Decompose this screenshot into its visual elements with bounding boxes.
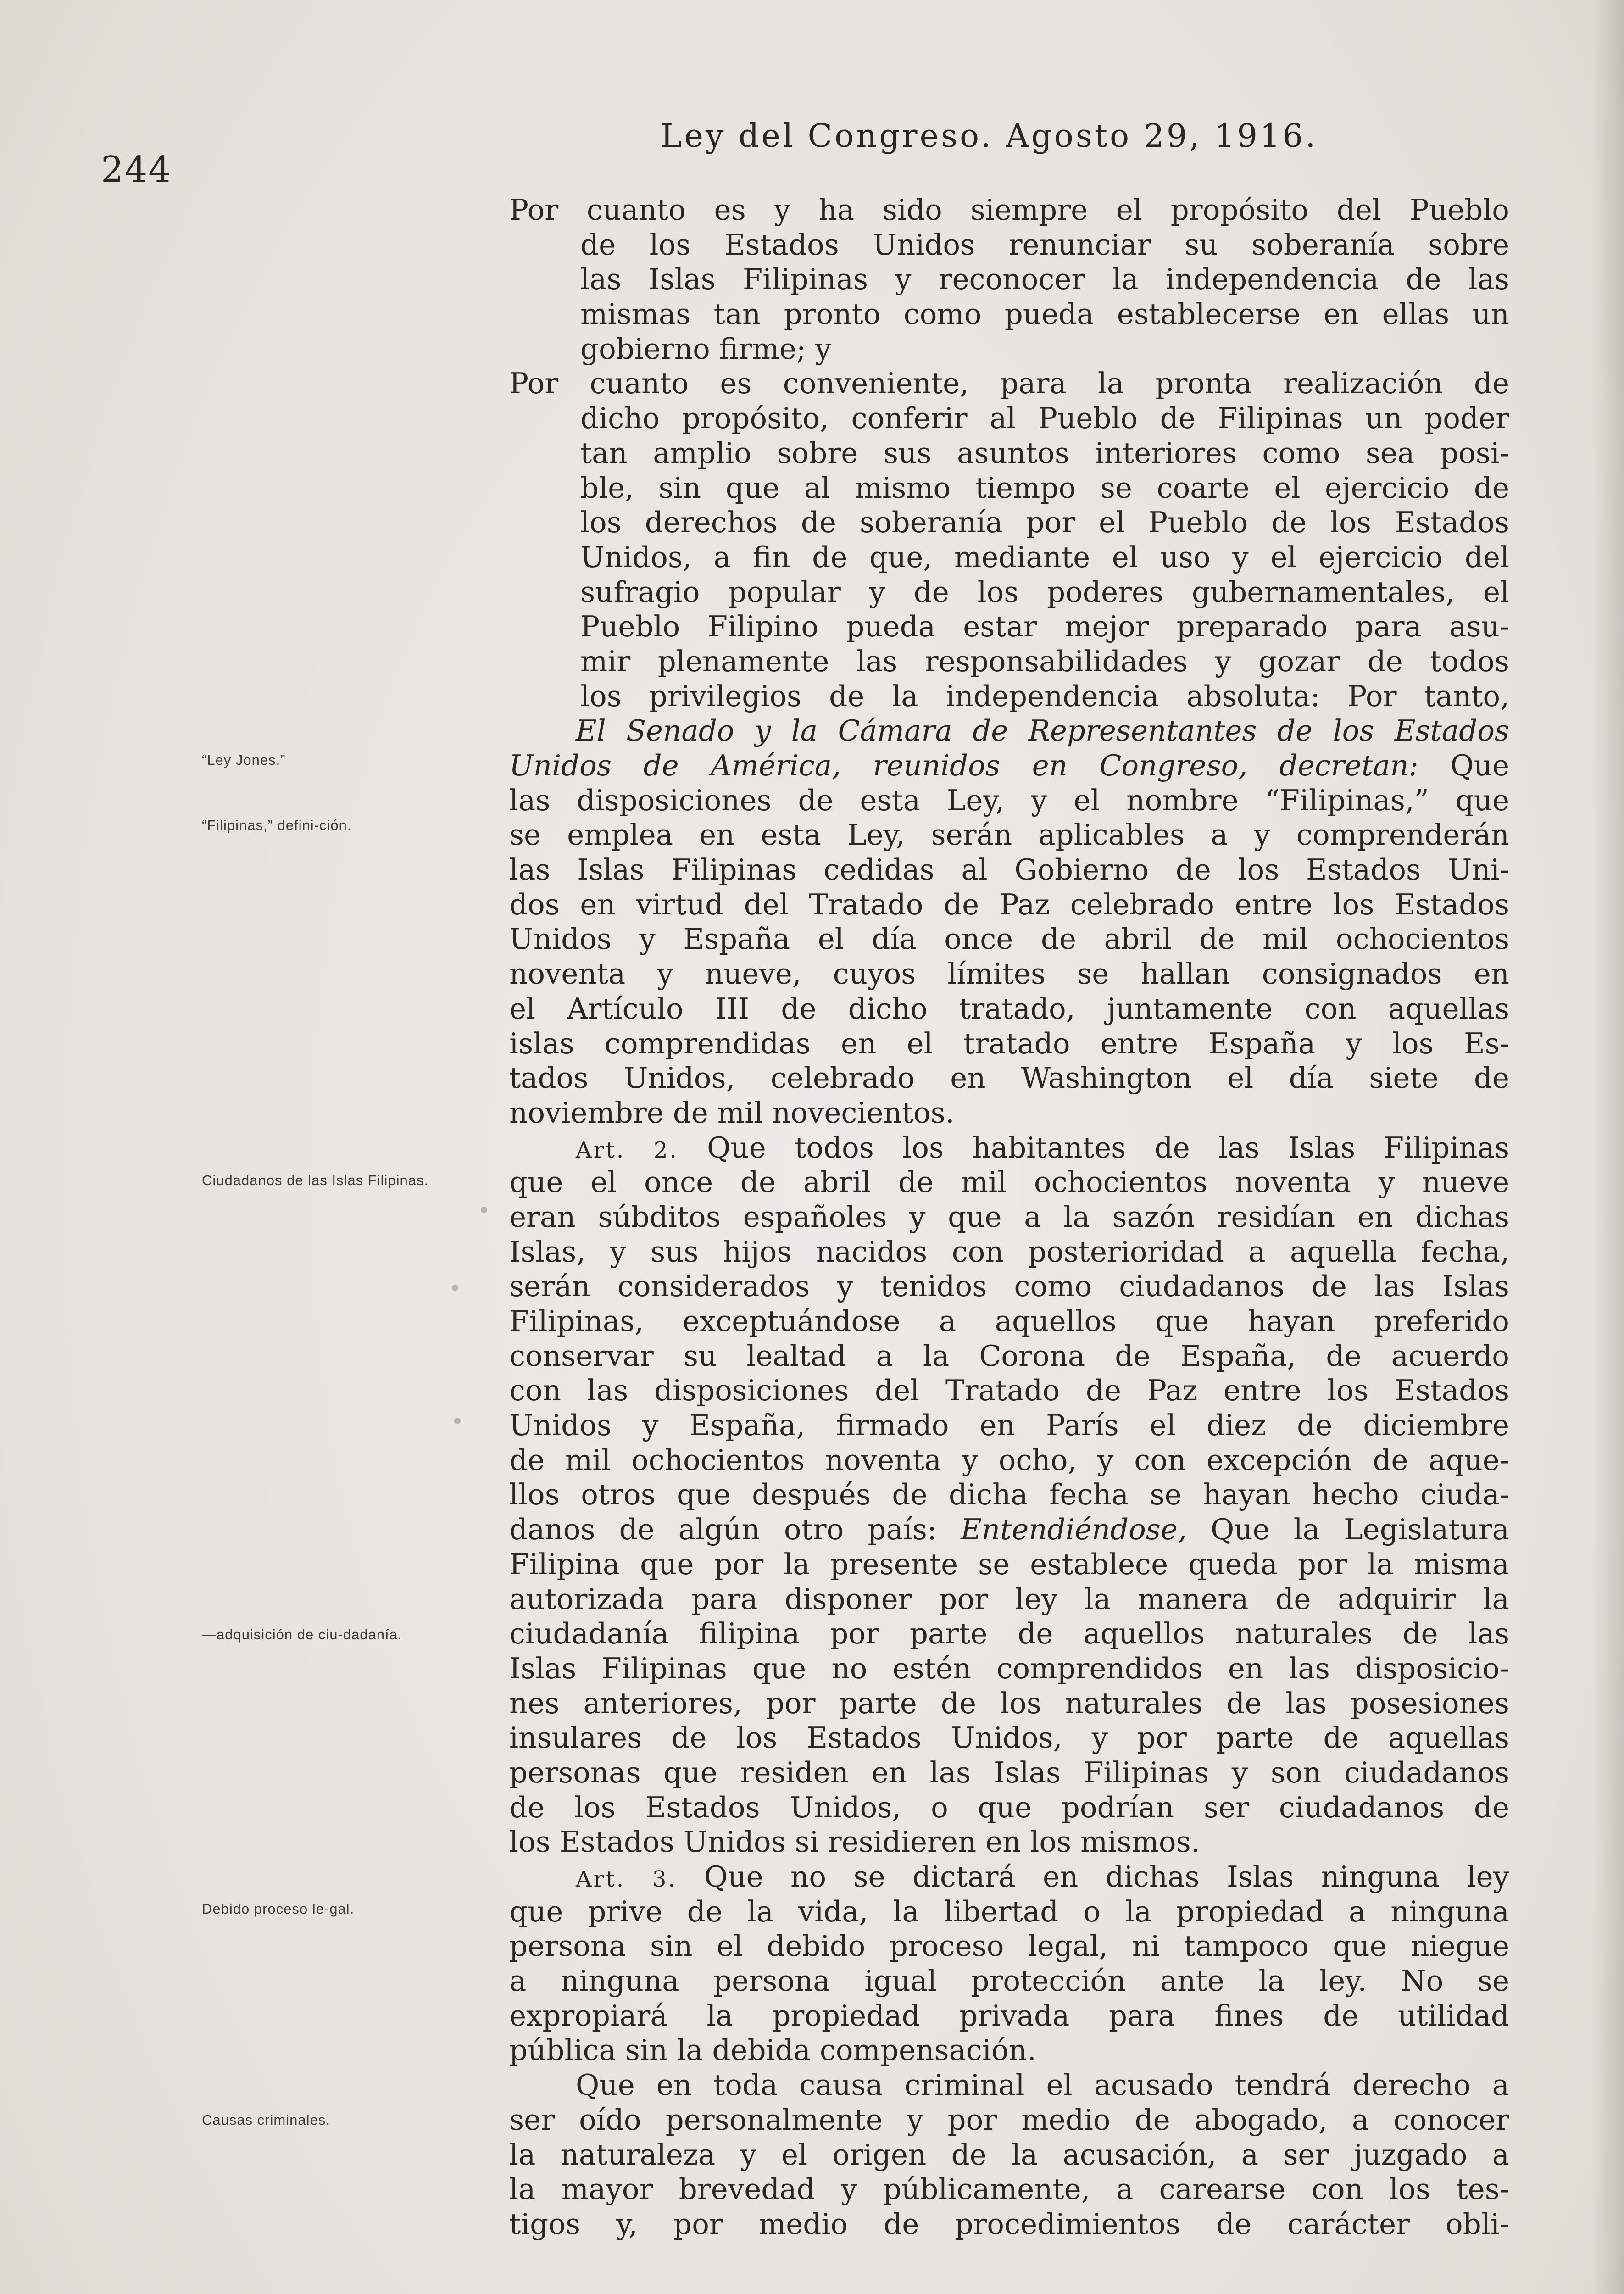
text-line-article-2 xyxy=(509,1130,1509,1165)
text-line: insulares de los Estados Unidos, y por parte de aquellas xyxy=(509,1721,1509,1755)
text-line: Unidos y España, firmado en París el diez de diciembre xyxy=(509,1409,1509,1442)
text-line xyxy=(509,1512,1509,1547)
text-line: tigos y, por medio de procedimientos de carácter obli- xyxy=(509,2207,1509,2241)
text-line: persona sin el debido proceso legal, ni tampoco que niegue xyxy=(509,1929,1509,1963)
text-line: la mayor brevedad y públicamente, a carearse con los tes- xyxy=(509,2172,1509,2206)
text-line: Que en toda causa criminal el acusado tendrá derecho a xyxy=(576,2068,1509,2102)
text-line: serán considerados y tenidos como ciudadanos de las Islas xyxy=(509,1269,1509,1303)
text-line xyxy=(509,748,1509,783)
text-line: gobierno firme; y xyxy=(580,332,832,366)
text-line: de los Estados Unidos renunciar su soberanía sobre xyxy=(580,228,1509,262)
margin-note-filipinas-definicion: “Filipinas,” defini-ción. xyxy=(202,817,352,833)
margin-note-ciudadanos: Ciudadanos de las Islas Filipinas. xyxy=(202,1172,429,1188)
text-line: ciudadanía filipina por parte de aquellos naturales de las xyxy=(509,1617,1509,1651)
text-line: llos otros que después de dicha fecha se hayan hecho ciuda- xyxy=(509,1478,1509,1512)
body-text xyxy=(509,193,1509,2242)
text-line: Filipinas, exceptuándose a aquellos que hayan preferido xyxy=(509,1304,1509,1338)
text-line: autorizada para disponer por ley la manera de adquirir la xyxy=(509,1582,1509,1616)
text-line: ble, sin que al mismo tiempo se coarte el ejercicio de xyxy=(580,471,1509,505)
running-head: Ley del Congreso. Agosto 29, 1916. xyxy=(661,117,1318,155)
text-line: el Artículo III de dicho tratado, juntamente con aquellas xyxy=(509,991,1509,1025)
text-line: de los Estados Unidos, o que podrían ser ciudadanos de xyxy=(509,1790,1509,1824)
text-line: eran súbditos españoles y que a la sazón residían en dichas xyxy=(509,1200,1509,1234)
text-line: a ninguna persona igual protección ante la ley. No se xyxy=(509,1964,1509,1998)
text-line: se emplea en esta Ley, serán aplicables a y comprenderán xyxy=(509,818,1509,852)
text-line: pública sin la debida compensación. xyxy=(509,2033,1036,2067)
ink-speck xyxy=(454,1418,461,1424)
ink-speck xyxy=(452,1285,458,1291)
text-line: los Estados Unidos si residieren en los mismos. xyxy=(509,1825,1200,1859)
text-line: expropiará la propiedad privada para fines de utilidad xyxy=(509,1999,1509,2032)
text-line: conservar su lealtad a la Corona de España, de acuerdo xyxy=(509,1339,1509,1373)
margin-note-ley-jones: “Ley Jones.” xyxy=(202,752,286,768)
text-line: Por cuanto es y ha sido siempre el propósito del Pueblo xyxy=(509,193,1509,227)
text-run: Que la Legislatura xyxy=(1210,1513,1509,1547)
text-line: dos en virtud del Tratado de Paz celebrado entre los Estados xyxy=(509,887,1509,921)
text-line: Unidos, a fin de que, mediante el uso y el ejercicio del xyxy=(580,540,1509,574)
text-line: la naturaleza y el origen de la acusación, a ser juzgado a xyxy=(509,2138,1509,2172)
article-label: Art. 3. xyxy=(576,1866,677,1892)
text-line: Filipina que por la presente se establece queda por la misma xyxy=(509,1547,1509,1581)
page-edge-shadow xyxy=(1592,0,1624,2294)
text-line: los derechos de soberanía por el Pueblo de los Estados xyxy=(580,506,1509,540)
text-line: noventa y nueve, cuyos límites se hallan consignados en xyxy=(509,957,1509,991)
ink-speck xyxy=(481,1207,487,1213)
text-line: las disposiciones de esta Ley, y el nombre “Filipinas,” que xyxy=(509,783,1509,817)
text-line: Islas, y sus hijos nacidos con posterioridad a aquella fecha, xyxy=(509,1235,1509,1269)
text-line: mir plenamente las responsabilidades y gozar de todos xyxy=(580,644,1509,678)
proviso-italic: Entendiéndose, xyxy=(961,1513,1187,1547)
text-line: tados Unidos, celebrado en Washington el día siete de xyxy=(509,1061,1509,1095)
text-line: las Islas Filipinas cedidas al Gobierno de los Estados Uni- xyxy=(509,853,1509,887)
text-line: con las disposiciones del Tratado de Paz entre los Estados xyxy=(509,1374,1509,1408)
page-number: 244 xyxy=(101,149,172,190)
text-line: personas que residen en las Islas Filipinas y son ciudadanos xyxy=(509,1755,1509,1789)
margin-note-debido-proceso: Debido proceso le-gal. xyxy=(202,1901,355,1917)
text-line: islas comprendidas en el tratado entre España y los Es- xyxy=(509,1026,1509,1060)
text-line: sufragio popular y de los poderes gubernamentales, el xyxy=(580,575,1509,609)
text-line: las Islas Filipinas y reconocer la independencia de las xyxy=(580,262,1509,296)
enacting-clause-italic: Unidos de América, reunidos en Congreso, decretan: xyxy=(509,749,1418,782)
text-line: que prive de la vida, la libertad o la propiedad a ninguna xyxy=(509,1894,1509,1928)
article-label: Art. 2. xyxy=(576,1137,679,1163)
margin-note-causas-criminales: Causas criminales. xyxy=(202,2112,330,2128)
text-line: los privilegios de la independencia absoluta: Por tanto, xyxy=(580,679,1509,713)
text-line: de mil ochocientos noventa y ocho, y con excepción de aque- xyxy=(509,1443,1509,1477)
text-run: Que todos los habitantes de las Islas Filipinas xyxy=(707,1130,1509,1164)
text-line: mismas tan pronto como pueda establecerse en ellas un xyxy=(580,297,1509,331)
text-line: ser oído personalmente y por medio de abogado, a conocer xyxy=(509,2103,1509,2137)
text-run: Que xyxy=(1450,749,1509,782)
text-line: Por cuanto es conveniente, para la pronta realización de xyxy=(509,367,1509,401)
text-line: tan amplio sobre sus asuntos interiores como sea posi- xyxy=(580,436,1509,470)
text-line-enacting-clause: El Senado y la Cámara de Representantes de los Estados xyxy=(576,714,1509,748)
text-line: Unidos y España el día once de abril de mil ochocientos xyxy=(509,922,1509,956)
text-line: Pueblo Filipino pueda estar mejor preparado para asu- xyxy=(580,610,1509,644)
text-run: danos de algún otro país: xyxy=(509,1513,937,1547)
text-line: que el once de abril de mil ochocientos noventa y nueve xyxy=(509,1165,1509,1199)
text-line: dicho propósito, conferir al Pueblo de Filipinas un poder xyxy=(580,401,1509,435)
text-run: Que no se dictará en dichas Islas ninguna ley xyxy=(704,1860,1509,1893)
margin-note-adquisicion-ciudadania: —adquisición de ciu-dadanía. xyxy=(202,1626,402,1643)
text-line: noviembre de mil novecientos. xyxy=(509,1096,955,1130)
text-line: nes anteriores, por parte de los naturales de las posesiones xyxy=(509,1686,1509,1720)
text-line: Islas Filipinas que no estén comprendidos en las disposicio- xyxy=(509,1651,1509,1685)
text-line-article-3 xyxy=(509,1860,1509,1894)
